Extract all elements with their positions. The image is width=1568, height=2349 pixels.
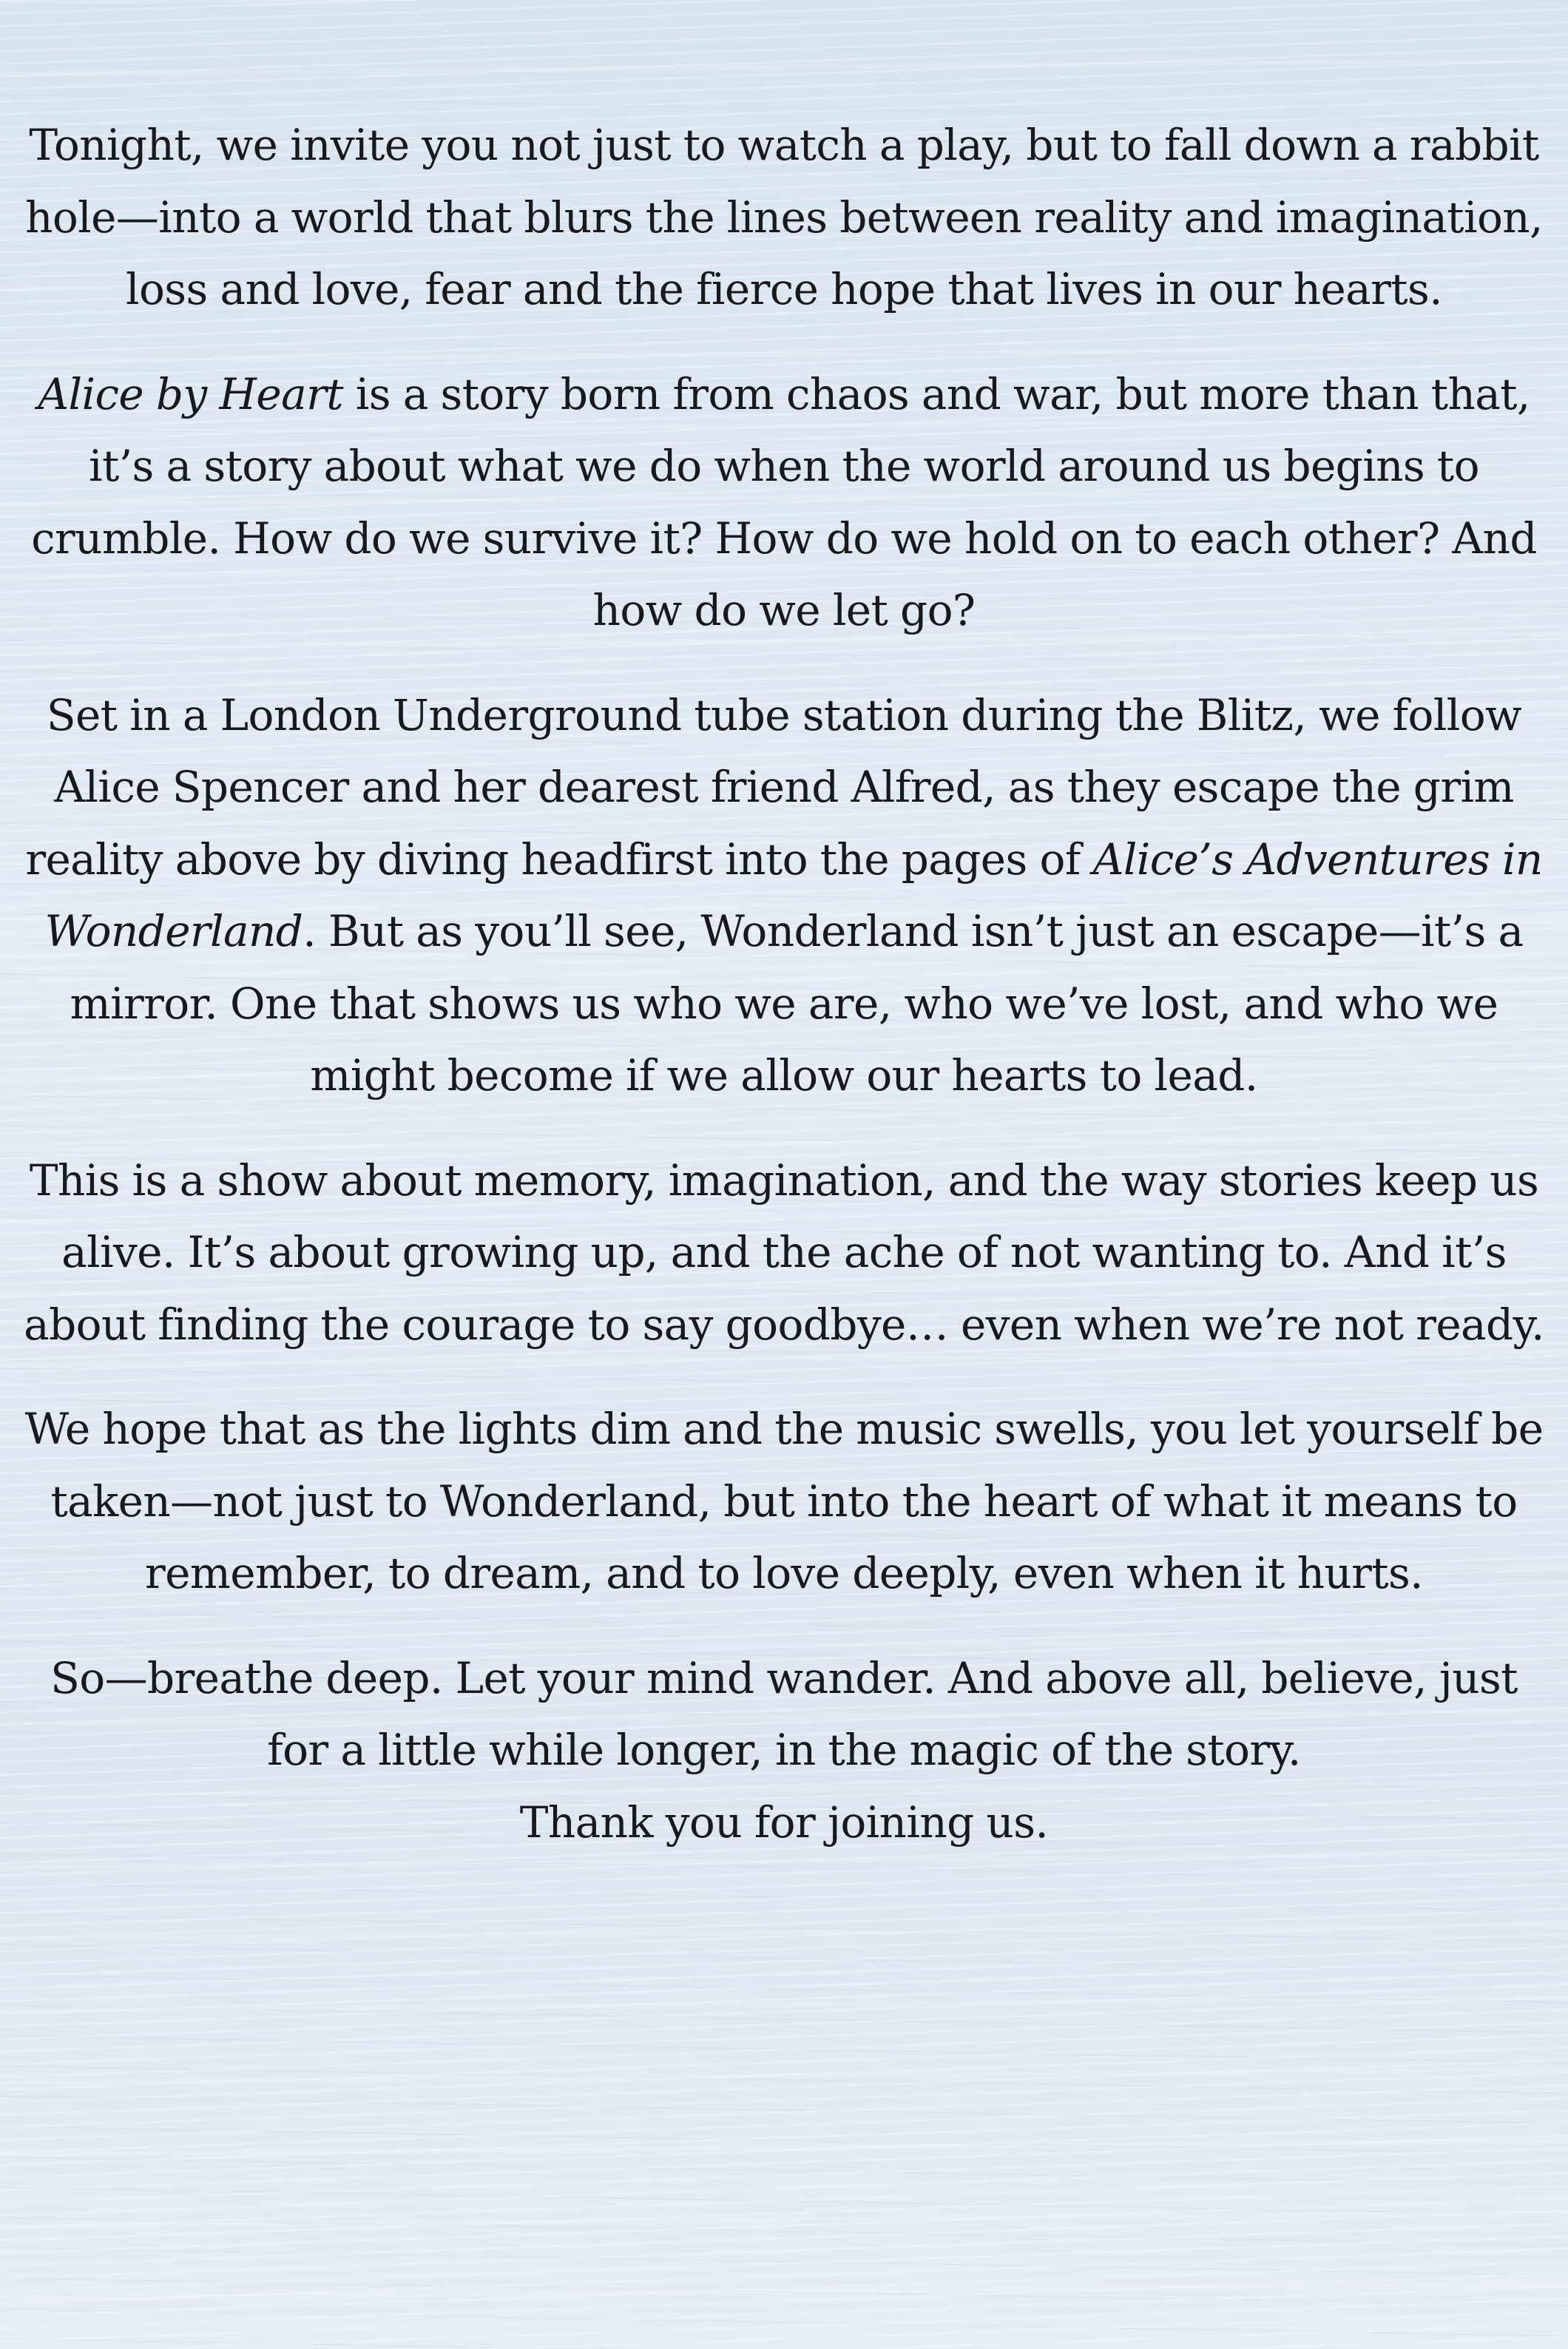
book-title: Alice’s Adventures in Wonderland [44, 834, 1543, 956]
paragraph-closing [0, 1643, 1568, 1859]
paragraph-story-origin [0, 359, 1568, 647]
paragraph-themes: This is a show about memory, imagination, and the way stories keep us alive. It’s about growing up, and the ache of not wanting to. And it’s about finding the courage to say goodbye… even when we’re not ready. [24, 1155, 1544, 1350]
show-title: Alice by Heart [38, 368, 343, 419]
paragraph-story-origin-text: is a story born from chaos and war, but more than that, it’s a story about what we do when the world around us begins to crumble. How do we survive it? How do we hold on to each other? And how do we let go? [31, 368, 1537, 635]
paragraph-setting-text-after: . But as you’ll see, Wonderland isn’t just an escape—it’s a mirror. One that shows us who we are, who we’ve lost, and who we might become if we allow our hearts to lead. [70, 906, 1524, 1101]
paragraph-setting [0, 680, 1568, 1112]
thank-you-line: Thank you for joining us. [519, 1797, 1049, 1848]
paragraph-setting-text-before: Set in a London Underground tube station during the Blitz, we follow Alice Spencer and her dearest friend Alfred, as they escape the grim reality above by diving headfirst into the pages of [25, 689, 1522, 885]
paragraph-invitation: Tonight, we invite you not just to watch a play, but to fall down a rabbit hole—into a world that blurs the lines between reality and imagination, loss and love, fear and the fierce hope that lives in our hearts. [25, 120, 1543, 314]
director-note [0, 109, 1568, 1891]
paragraph-hope: We hope that as the lights dim and the music swells, you let yourself be taken—not just to Wonderland, but into the heart of what it means to remember, to dream, and to love deeply, even when it hurts. [24, 1404, 1544, 1598]
paragraph-closing-text: So—breathe deep. Let your mind wander. And above all, believe, just for a little while longer, in the magic of the story. [50, 1652, 1518, 1775]
